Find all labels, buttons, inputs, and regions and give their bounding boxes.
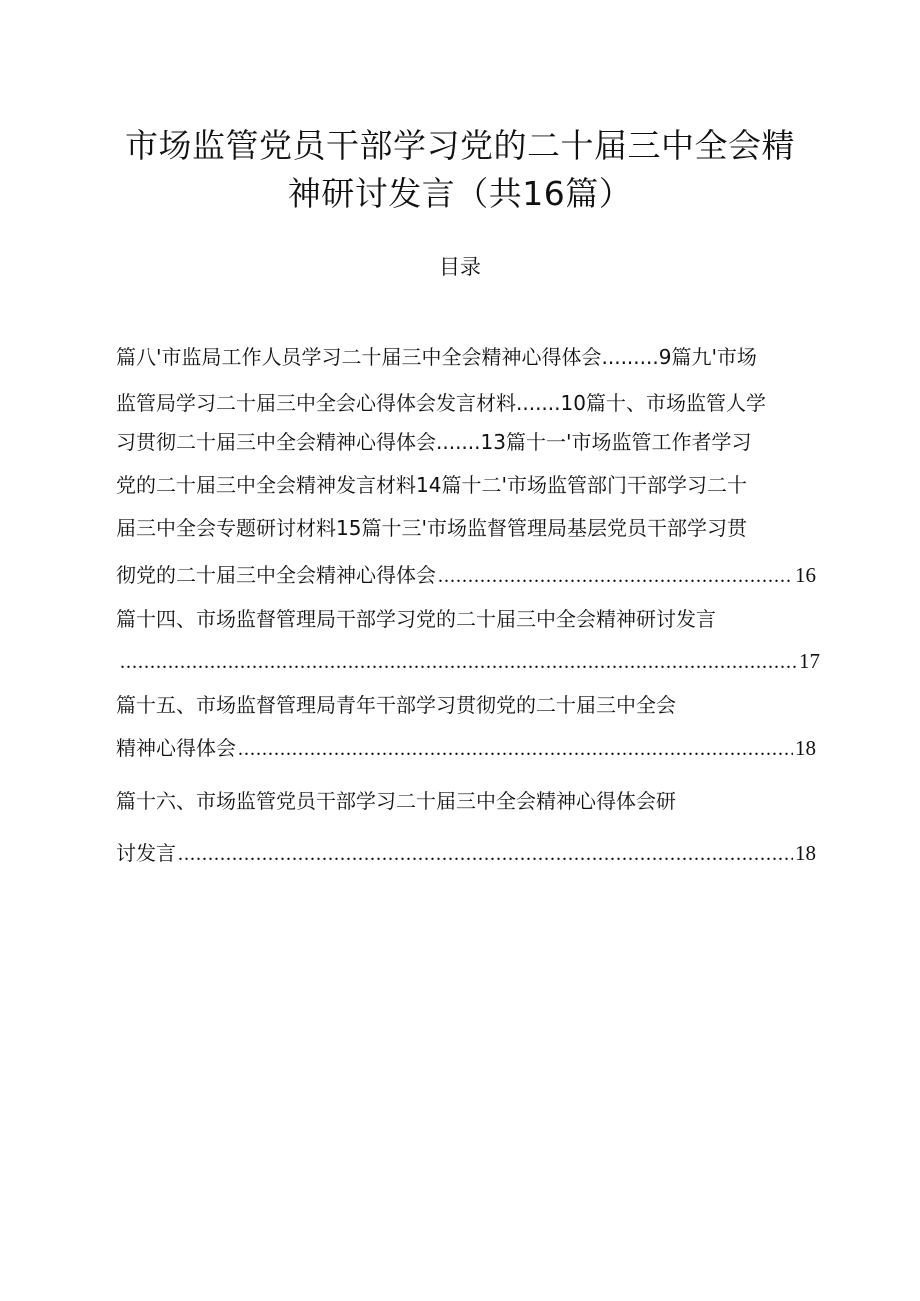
toc-entry-text: 讨发言 bbox=[116, 841, 176, 865]
toc-block-line: 监管局学习二十届三中全会心得体会发言材料.......10篇十、市场监管人学 bbox=[116, 391, 766, 415]
toc-entry-text: 彻党的二十届三中全会精神心得体会 bbox=[116, 563, 436, 587]
toc-entry-leader bbox=[178, 839, 793, 869]
toc-entry[interactable] bbox=[116, 733, 816, 764]
toc-heading: 目录 bbox=[439, 255, 481, 279]
toc-entry-page-number: 17 bbox=[799, 649, 820, 673]
document-title-line-1: 市场监管党员干部学习党的二十届三中全会精 bbox=[125, 126, 795, 165]
toc-block-line: 届三中全会专题研讨材料15篇十三'市场监督管理局基层党员干部学习贯 bbox=[116, 516, 747, 540]
toc-entry[interactable] bbox=[116, 560, 816, 591]
toc-block-line: 篇八'市监局工作人员学习二十届三中全会精神心得体会.........9篇九'市场 bbox=[116, 345, 757, 369]
toc-entry[interactable] bbox=[116, 838, 816, 869]
toc-entry-page-number: 18 bbox=[795, 736, 816, 760]
toc-entry-leader bbox=[438, 561, 793, 591]
document-title-line-2: 神研讨发言（共16篇） bbox=[287, 174, 633, 213]
toc-entry-text: 精神心得体会 bbox=[116, 736, 236, 760]
toc-block-line: 党的二十届三中全会精神发言材料14篇十二'市场监管部门干部学习二十 bbox=[116, 473, 747, 497]
toc-entry-leader bbox=[120, 647, 797, 677]
toc-entry-title[interactable]: 篇十五、市场监督管理局青年干部学习贯彻党的二十届三中全会 bbox=[116, 693, 676, 717]
toc-entry-title[interactable]: 篇十六、市场监管党员干部学习二十届三中全会精神心得体会研 bbox=[116, 789, 676, 813]
toc-entry-page-number: 16 bbox=[795, 563, 816, 587]
toc-entry-leader-row[interactable] bbox=[118, 646, 820, 677]
toc-block-line: 习贯彻二十届三中全会精神心得体会.......13篇十一'市场监管工作者学习 bbox=[116, 430, 752, 454]
toc-entry-leader bbox=[238, 734, 793, 764]
toc-entry-title[interactable]: 篇十四、市场监督管理局干部学习党的二十届三中全会精神研讨发言 bbox=[116, 607, 716, 631]
toc-entry-page-number: 18 bbox=[795, 841, 816, 865]
